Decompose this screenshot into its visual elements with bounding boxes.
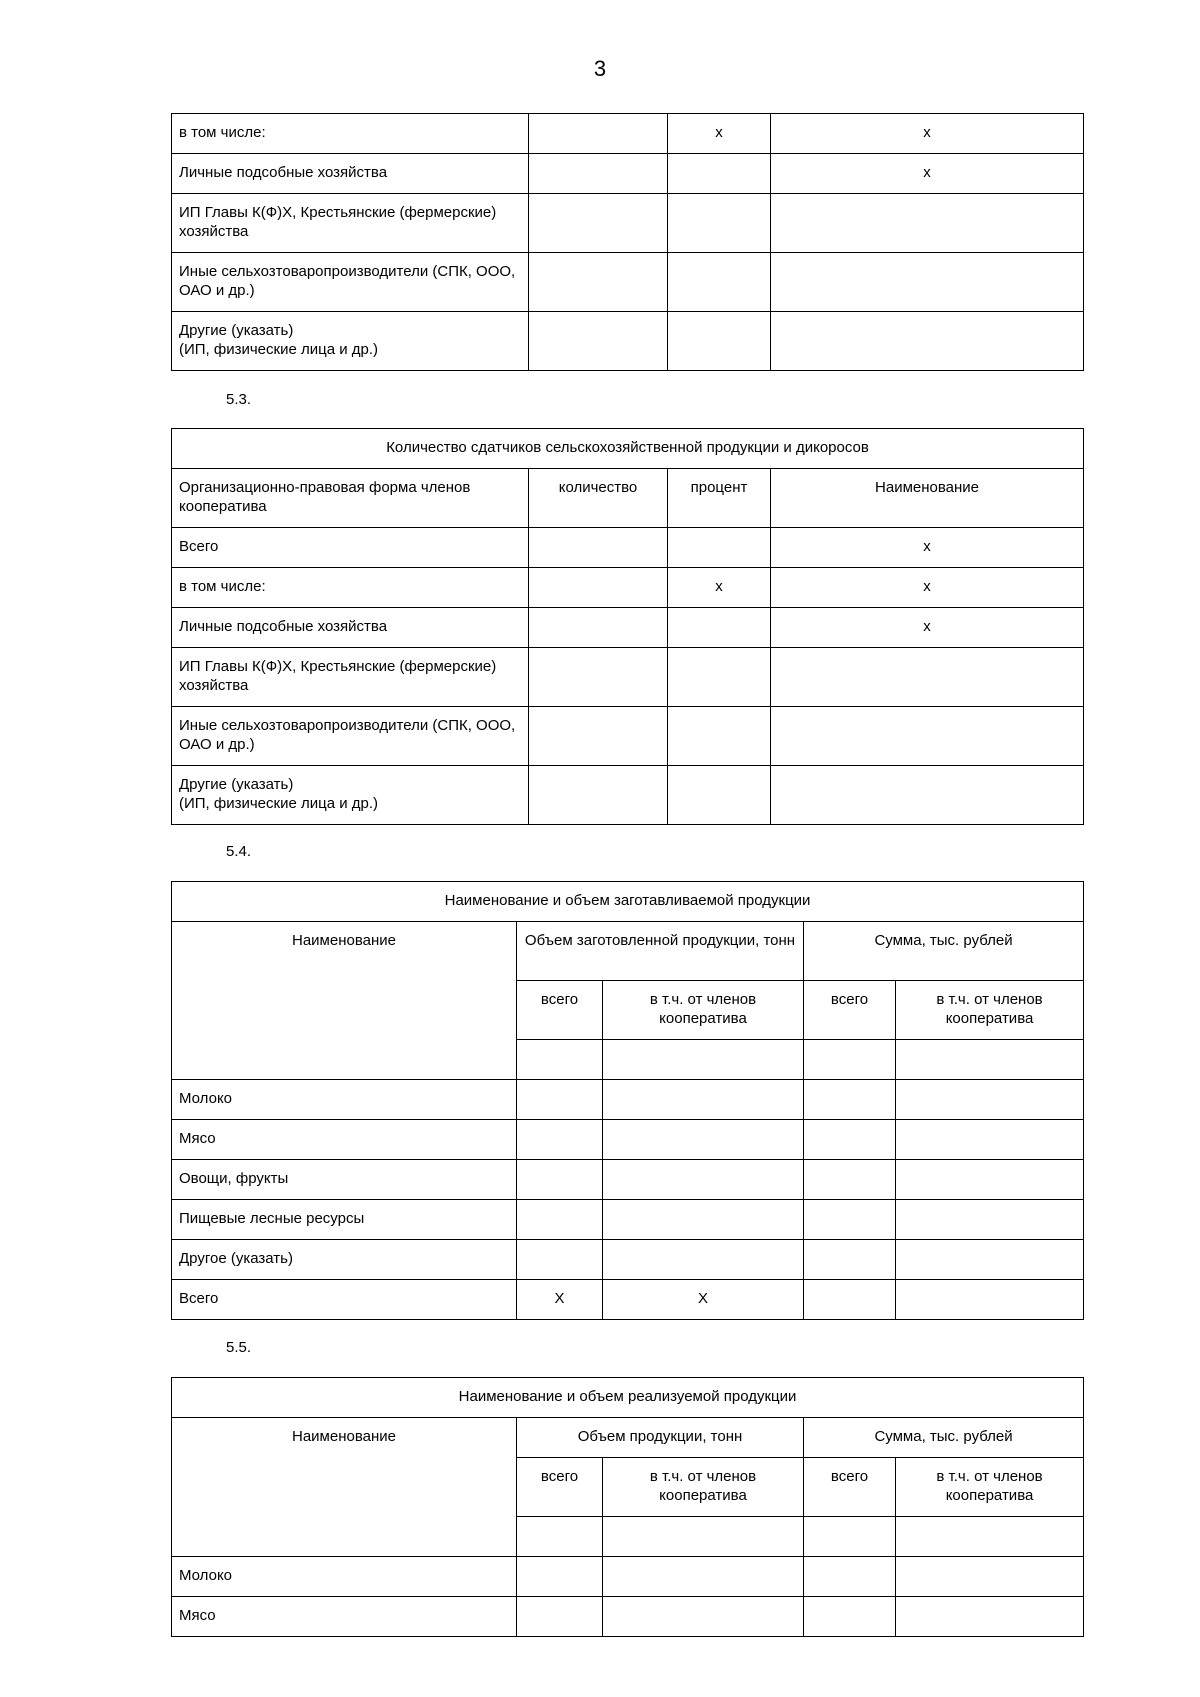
section-label-5-3: 5.3. [226,391,252,408]
row-label: Иные сельхозтоваропроизводители (СПК, ООО, ОАО и др.) [172,707,529,766]
percent-cell [668,154,771,194]
quantity-cell [529,528,668,568]
sum-total-cell [804,1160,896,1200]
table-row [172,1240,1084,1280]
sum-members-cell [896,1200,1084,1240]
header-name: Наименование [172,1418,517,1557]
header-sum: Сумма, тыс. рублей [804,1418,1084,1458]
quantity-cell [529,707,668,766]
volume-total-cell: X [517,1280,603,1320]
table-row [172,1160,1084,1200]
header-quantity: количество [529,469,668,528]
volume-total-cell [517,1597,603,1637]
quantity-cell [529,253,668,312]
table-5-5-sold-products [171,1377,1084,1637]
row-label: Другие (указать) (ИП, физические лица и др.) [172,312,529,371]
subheader-sum-members: в т.ч. от членов кооператива [896,1458,1084,1517]
quantity-cell [529,766,668,825]
table-row [172,1557,1084,1597]
empty-cell [896,1040,1084,1080]
sum-members-cell [896,1120,1084,1160]
name-cell: x [771,608,1084,648]
name-cell: x [771,528,1084,568]
sum-members-cell [896,1597,1084,1637]
percent-cell [668,312,771,371]
sum-members-cell [896,1080,1084,1120]
percent-cell [668,707,771,766]
percent-cell [668,194,771,253]
volume-total-cell [517,1120,603,1160]
empty-cell [517,1040,603,1080]
row-label: Всего [172,528,529,568]
quantity-cell [529,154,668,194]
row-label: Пищевые лесные ресурсы [172,1200,517,1240]
name-cell [771,312,1084,371]
percent-cell [668,648,771,707]
row-label: Мясо [172,1597,517,1637]
name-cell [771,707,1084,766]
name-cell [771,194,1084,253]
table-row [172,608,1084,648]
section-label-5-5: 5.5. [226,1339,252,1356]
header-percent: процент [668,469,771,528]
row-label: ИП Главы К(Ф)Х, Крестьянские (фермерские) хозяйства [172,648,529,707]
subheader-sum-members: в т.ч. от членов кооператива [896,981,1084,1040]
sum-total-cell [804,1240,896,1280]
row-label: Молоко [172,1557,517,1597]
subheader-volume-members: в т.ч. от членов кооператива [603,981,804,1040]
sum-members-cell [896,1240,1084,1280]
row-label: Личные подсобные хозяйства [172,608,529,648]
table-row [172,312,1084,371]
table-row [172,766,1084,825]
quantity-cell [529,194,668,253]
name-cell [771,766,1084,825]
row-label: Всего [172,1280,517,1320]
table-title: Количество сдатчиков сельскохозяйственной продукции и дикоросов [172,429,1084,469]
table-row [172,707,1084,766]
quantity-cell [529,312,668,371]
volume-members-cell [603,1160,804,1200]
sum-total-cell [804,1080,896,1120]
row-label: Другие (указать) (ИП, физические лица и др.) [172,766,529,825]
sum-members-cell [896,1160,1084,1200]
volume-members-cell [603,1080,804,1120]
percent-cell [668,766,771,825]
row-label: в том числе: [172,568,529,608]
volume-members-cell [603,1120,804,1160]
table-row [172,194,1084,253]
percent-cell: x [668,568,771,608]
volume-members-cell [603,1597,804,1637]
name-cell: x [771,568,1084,608]
header-name: Наименование [771,469,1084,528]
table-title: Наименование и объем реализуемой продукции [172,1378,1084,1418]
row-label: Другое (указать) [172,1240,517,1280]
table-row [172,568,1084,608]
row-label: Личные подсобные хозяйства [172,154,529,194]
table-5-4-procured-products [171,881,1084,1320]
percent-cell [668,608,771,648]
table-row [172,1200,1084,1240]
sum-members-cell [896,1557,1084,1597]
sum-members-cell [896,1280,1084,1320]
header-name: Наименование [172,922,517,1080]
empty-cell [896,1517,1084,1557]
table-top-continuation [171,113,1084,371]
sum-total-cell [804,1597,896,1637]
header-sum: Сумма, тыс. рублей [804,922,1084,981]
subheader-sum-total: всего [804,981,896,1040]
name-cell: x [771,154,1084,194]
header-org-form: Организационно-правовая форма членов кооператива [172,469,529,528]
table-row [172,528,1084,568]
quantity-cell [529,648,668,707]
quantity-cell [529,114,668,154]
percent-cell: x [668,114,771,154]
empty-cell [804,1517,896,1557]
table-row [172,648,1084,707]
table-row [172,1597,1084,1637]
row-label: ИП Главы К(Ф)Х, Крестьянские (фермерские) хозяйства [172,194,529,253]
volume-members-cell [603,1200,804,1240]
table-5-3-suppliers-count [171,428,1084,825]
volume-members-cell [603,1557,804,1597]
table-row [172,154,1084,194]
header-volume: Объем заготовленной продукции, тонн [517,922,804,981]
volume-total-cell [517,1557,603,1597]
empty-cell [517,1517,603,1557]
volume-total-cell [517,1160,603,1200]
subheader-sum-total: всего [804,1458,896,1517]
quantity-cell [529,608,668,648]
table-row [172,1080,1084,1120]
sum-total-cell [804,1557,896,1597]
table-title: Наименование и объем заготавливаемой продукции [172,882,1084,922]
name-cell [771,253,1084,312]
sum-total-cell [804,1120,896,1160]
header-volume: Объем продукции, тонн [517,1418,804,1458]
row-label: Мясо [172,1120,517,1160]
sum-total-cell [804,1200,896,1240]
volume-total-cell [517,1080,603,1120]
table-row [172,1280,1084,1320]
percent-cell [668,253,771,312]
subheader-volume-total: всего [517,981,603,1040]
name-cell [771,648,1084,707]
table-row [172,253,1084,312]
row-label: Овощи, фрукты [172,1160,517,1200]
sum-total-cell [804,1280,896,1320]
empty-cell [603,1040,804,1080]
table-row [172,1120,1084,1160]
subheader-volume-members: в т.ч. от членов кооператива [603,1458,804,1517]
name-cell: x [771,114,1084,154]
subheader-volume-total: всего [517,1458,603,1517]
volume-members-cell: X [603,1280,804,1320]
row-label: в том числе: [172,114,529,154]
volume-total-cell [517,1240,603,1280]
volume-total-cell [517,1200,603,1240]
page-number: 3 [593,56,607,81]
empty-cell [804,1040,896,1080]
empty-cell [603,1517,804,1557]
percent-cell [668,528,771,568]
row-label: Иные сельхозтоваропроизводители (СПК, ООО, ОАО и др.) [172,253,529,312]
section-label-5-4: 5.4. [226,843,252,860]
table-row [172,114,1084,154]
row-label: Молоко [172,1080,517,1120]
volume-members-cell [603,1240,804,1280]
quantity-cell [529,568,668,608]
